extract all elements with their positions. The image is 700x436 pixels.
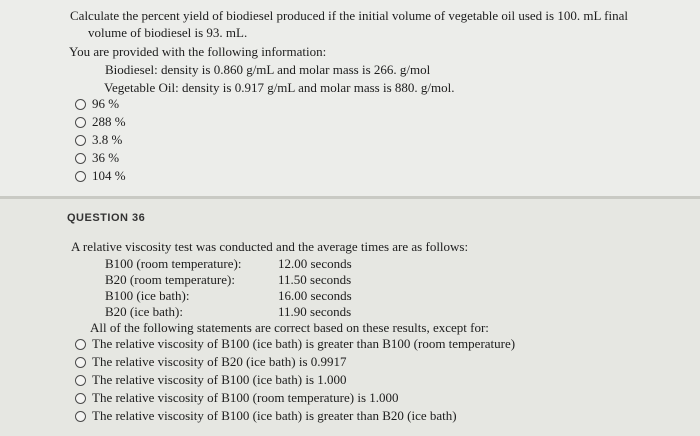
q35-option-c[interactable]	[75, 132, 122, 148]
q36-measurement-label: B100 (room temperature):	[105, 256, 242, 271]
option-label: 104 %	[92, 168, 126, 183]
q35-info-intro: You are provided with the following information:	[69, 44, 327, 59]
option-label: 36 %	[92, 150, 120, 165]
q36-instruction: All of the following statements are correct based on these results, except for:	[90, 320, 489, 335]
option-label: The relative viscosity of B100 (ice bath) is greater than B100 (room temperature)	[92, 336, 516, 351]
q36-measurement-label: B20 (ice bath):	[105, 304, 183, 319]
q36-measurement-time: 12.00 seconds	[278, 256, 352, 271]
question-36-panel	[0, 199, 700, 436]
radio-button[interactable]	[75, 357, 86, 368]
option-label: The relative viscosity of B100 (ice bath) is greater than B20 (ice bath)	[92, 408, 457, 423]
question-36-header: QUESTION 36	[67, 212, 146, 224]
radio-button[interactable]	[75, 153, 86, 164]
q36-measurement-label: B20 (room temperature):	[105, 272, 235, 287]
q35-option-b[interactable]	[75, 114, 126, 130]
q35-prompt-line-2: volume of biodiesel is 93. mL.	[88, 25, 248, 40]
radio-button[interactable]	[75, 393, 86, 404]
radio-button[interactable]	[75, 99, 86, 110]
option-label: The relative viscosity of B20 (ice bath) is 0.9917	[92, 354, 347, 369]
q35-option-e[interactable]	[75, 168, 126, 184]
radio-button[interactable]	[75, 135, 86, 146]
radio-button[interactable]	[75, 339, 86, 350]
q36-measurement-time: 16.00 seconds	[278, 288, 352, 303]
radio-button[interactable]	[75, 117, 86, 128]
question-35-panel	[0, 0, 700, 196]
q36-option-e[interactable]	[75, 408, 457, 424]
option-label: 3.8 %	[92, 132, 123, 147]
q36-option-a[interactable]	[75, 336, 515, 352]
q36-intro: A relative viscosity test was conducted and the average times are as follows:	[71, 239, 469, 254]
q35-prompt-line-1: Calculate the percent yield of biodiesel produced if the initial volume of vegetable oil used is 100. mL final	[70, 8, 628, 23]
q35-biodiesel-info: Biodiesel: density is 0.860 g/mL and molar mass is 266. g/mol	[105, 62, 431, 77]
q36-option-b[interactable]	[75, 354, 347, 370]
option-label: 96 %	[92, 96, 120, 111]
q35-option-d[interactable]	[75, 150, 119, 166]
radio-button[interactable]	[75, 375, 86, 386]
q36-option-c[interactable]	[75, 372, 347, 388]
radio-button[interactable]	[75, 171, 86, 182]
option-label: The relative viscosity of B100 (room temperature) is 1.000	[92, 390, 399, 405]
option-label: The relative viscosity of B100 (ice bath) is 1.000	[92, 372, 347, 387]
q35-option-a[interactable]	[75, 96, 119, 112]
radio-button[interactable]	[75, 411, 86, 422]
option-label: 288 %	[92, 114, 126, 129]
q36-measurement-time: 11.90 seconds	[278, 304, 352, 319]
q36-option-d[interactable]	[75, 390, 399, 406]
q36-measurement-label: B100 (ice bath):	[105, 288, 190, 303]
q36-measurement-time: 11.50 seconds	[278, 272, 352, 287]
q35-vegetable-oil-info: Vegetable Oil: density is 0.917 g/mL and molar mass is 880. g/mol.	[104, 80, 455, 95]
